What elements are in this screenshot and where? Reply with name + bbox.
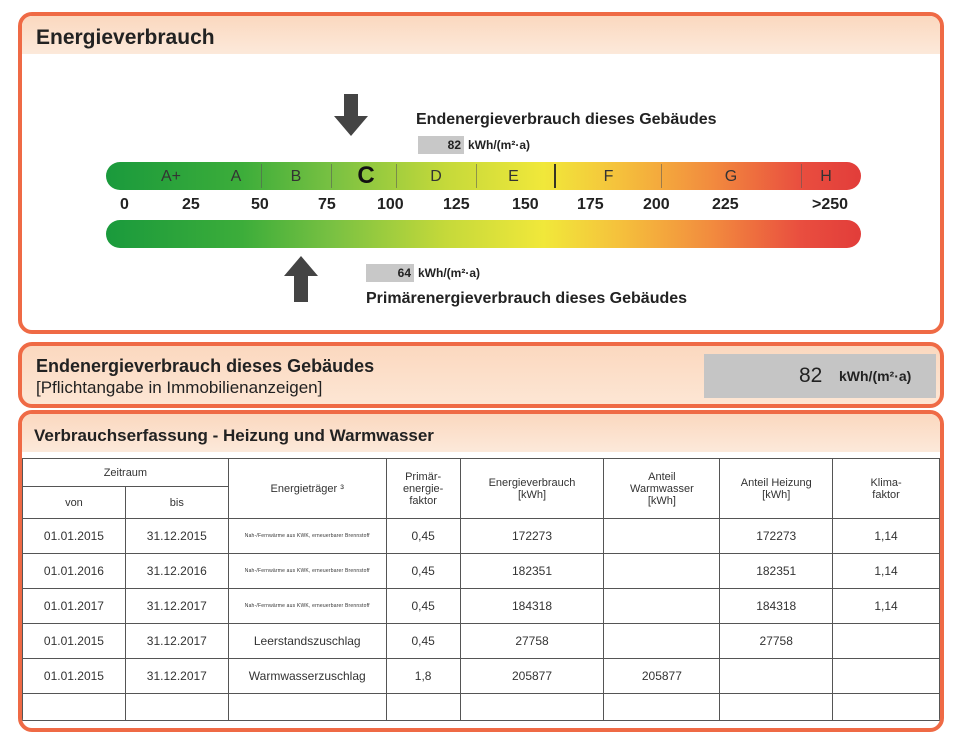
consumption-title: Verbrauchserfassung - Heizung und Warmwasser [22,414,940,452]
class-e: E [508,168,519,185]
summary-value-box [704,354,936,398]
class-a-plus: A+ [160,168,181,185]
table-row [23,589,940,624]
primary-energy-band [106,220,861,248]
cell-warm-water [604,519,720,554]
header-consumption: Energieverbrauch [kWh] [460,459,604,519]
class-separator [331,164,332,188]
cell-consumption: 184318 [460,589,604,624]
cell-factor: 1,8 [386,659,460,694]
cell-to: 31.12.2017 [125,589,228,624]
summary-title: Endenergieverbrauch dieses Gebäudes [36,356,375,376]
cell-factor: 0,45 [386,519,460,554]
tick-label: 150 [512,196,539,213]
cell-consumption: 172273 [460,519,604,554]
cell-factor: 0,45 [386,624,460,659]
cell-heating [720,659,833,694]
summary-value: 82 [799,364,823,387]
end-energy-label: Endenergieverbrauch dieses Gebäudes [416,111,717,128]
energy-panel-title: Energieverbrauch [22,16,940,54]
tick-label: >250 [812,196,849,213]
tick-label: 75 [318,196,336,213]
arrow-up-icon [284,256,318,302]
class-g: G [724,168,738,185]
cell-factor: 0,45 [386,554,460,589]
cell-to: 31.12.2017 [125,659,228,694]
tick-label: 225 [712,196,739,213]
header-warm-water: Anteil Warmwasser [kWh] [604,459,720,519]
table-row [23,659,940,694]
table-row [23,624,940,659]
table-row-empty [23,694,940,721]
primary-energy-label: Primärenergieverbrauch dieses Gebäudes [366,290,688,307]
cell-carrier: Leerstandszuschlag [228,624,386,659]
cell-consumption: 27758 [460,624,604,659]
cell-climate: 1,14 [833,554,940,589]
table-row [23,554,940,589]
class-h: H [820,168,832,185]
class-separator [476,164,477,188]
class-f: F [603,168,614,185]
end-energy-summary-panel [18,342,944,408]
header-to: bis [125,487,228,519]
header-climate-factor: Klima- faktor [833,459,940,519]
cell-climate [833,659,940,694]
class-d: D [430,168,442,185]
cell-from: 01.01.2015 [23,519,126,554]
cell-from: 01.01.2017 [23,589,126,624]
tick-label: 50 [251,196,269,213]
cell-heating: 184318 [720,589,833,624]
cell-heating: 27758 [720,624,833,659]
cell-carrier: Nah-/Fernwärme aus KWK, erneuerbarer Brennstoff [228,554,386,589]
primary-energy-value: 64 [366,264,414,282]
header-heating: Anteil Heizung [kWh] [720,459,833,519]
tick-label: 175 [577,196,604,213]
tick-label: 125 [443,196,470,213]
class-c: C [357,162,375,189]
tick-label: 0 [120,196,129,213]
cell-to: 31.12.2016 [125,554,228,589]
cell-carrier: Nah-/Fernwärme aus KWK, erneuerbarer Brennstoff [228,589,386,624]
header-energy-carrier: Energieträger ³ [228,459,386,519]
header-primary-factor: Primär- energie- faktor [386,459,460,519]
cell-heating: 172273 [720,519,833,554]
class-b: B [290,168,302,185]
tick-label: 100 [377,196,404,213]
summary-unit: kWh/(m²·a) [839,368,912,384]
cell-from: 01.01.2015 [23,659,126,694]
header-period: Zeitraum [23,459,229,487]
energy-consumption-panel [18,12,944,334]
cell-climate: 1,14 [833,589,940,624]
cell-consumption: 205877 [460,659,604,694]
cell-climate: 1,14 [833,519,940,554]
class-separator [661,164,662,188]
tick-label: 200 [643,196,670,213]
consumption-record-panel [18,410,944,732]
cell-climate [833,624,940,659]
cell-heating: 182351 [720,554,833,589]
primary-energy-unit: kWh/(m²·a) [418,266,480,280]
end-energy-unit: kWh/(m²·a) [468,138,530,152]
table-row [23,519,940,554]
tick-label: 25 [182,196,200,213]
arrow-down-icon [334,94,368,136]
summary-subtitle: [Pflichtangabe in Immobilienanzeigen] [36,378,323,397]
cell-factor: 0,45 [386,589,460,624]
consumption-table [22,458,940,721]
header-from: von [23,487,126,519]
cell-carrier: Nah-/Fernwärme aus KWK, erneuerbarer Brennstoff [228,519,386,554]
cell-from: 01.01.2016 [23,554,126,589]
cell-warm-water: 205877 [604,659,720,694]
class-separator [801,164,802,188]
cell-warm-water [604,554,720,589]
cell-warm-water [604,624,720,659]
energy-class-band [106,162,861,190]
cell-to: 31.12.2017 [125,624,228,659]
class-a: A [230,168,242,185]
cell-carrier: Warmwasserzuschlag [228,659,386,694]
class-separator [396,164,397,188]
class-separator [554,164,556,188]
cell-from: 01.01.2015 [23,624,126,659]
class-separator [261,164,262,188]
end-energy-value: 82 [418,136,464,154]
cell-consumption: 182351 [460,554,604,589]
cell-to: 31.12.2015 [125,519,228,554]
cell-warm-water [604,589,720,624]
